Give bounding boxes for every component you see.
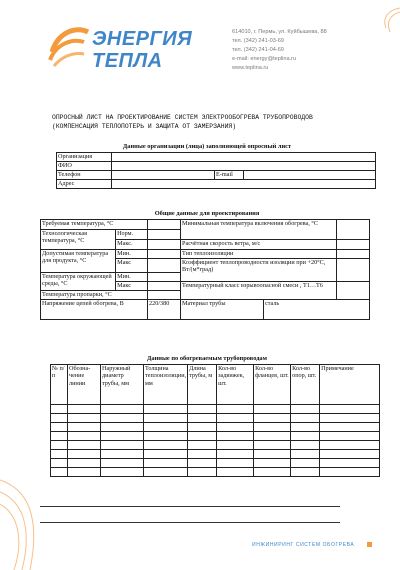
table-cell[interactable] — [291, 468, 320, 477]
org-label-fio: ФИО — [57, 162, 112, 171]
table-cell[interactable] — [217, 450, 254, 459]
table-cell[interactable] — [320, 468, 380, 477]
org-value-cell[interactable] — [112, 162, 376, 171]
value-cell[interactable] — [148, 273, 181, 282]
label-voltage: Напряжение цепей обогрева, В — [41, 300, 148, 320]
col-header: Толщина теплоизоляции, мм — [144, 365, 188, 405]
table-cell[interactable] — [254, 468, 291, 477]
col-header: Обозна-чение линии — [68, 365, 101, 405]
col-header: Кол-во задвижек, шт. — [217, 365, 254, 405]
table-cell[interactable] — [144, 468, 188, 477]
value-cell[interactable] — [337, 259, 370, 282]
table-row — [51, 459, 380, 468]
label-min-switch-temp: Минимальная температура включения обогрева, °С — [181, 220, 337, 240]
label-purge-temp: Температура пропарки, °С — [41, 291, 148, 300]
table-cell[interactable] — [217, 423, 254, 432]
table-cell[interactable] — [291, 405, 320, 414]
table-cell[interactable] — [144, 459, 188, 468]
value-cell[interactable] — [148, 282, 181, 291]
table-cell[interactable] — [291, 450, 320, 459]
table-cell[interactable] — [144, 441, 188, 450]
table-cell[interactable] — [217, 432, 254, 441]
brand-name-line2: ТЕПЛА — [92, 50, 163, 72]
label-allowed-temp: Допустимая температура для продукта, °С — [41, 250, 116, 273]
org-value-cell[interactable] — [112, 171, 215, 180]
label-min: Мин. — [116, 250, 148, 259]
table-cell[interactable] — [254, 441, 291, 450]
pipes-table — [50, 364, 380, 477]
label-insulation-type: Тип теплоизоляции — [181, 250, 337, 259]
table-cell[interactable] — [188, 423, 217, 432]
label-norm: Норм. — [116, 230, 148, 240]
table-cell[interactable] — [254, 414, 291, 423]
col-header: Примечание — [320, 365, 380, 405]
value-cell[interactable] — [148, 230, 181, 240]
table-cell[interactable] — [144, 405, 188, 414]
org-label-organization: Организация — [57, 153, 112, 162]
org-value-cell[interactable] — [112, 153, 376, 162]
value-cell[interactable] — [148, 259, 181, 273]
label-tech-temp: Технологическая температура, °С — [41, 230, 116, 250]
contact-line: 614010, г. Пермь, ул. Куйбышева, 88 — [232, 29, 327, 35]
table-cell[interactable] — [188, 405, 217, 414]
table-cell[interactable] — [144, 423, 188, 432]
table-cell[interactable] — [51, 414, 68, 423]
value-cell[interactable] — [337, 240, 370, 250]
table-row — [51, 414, 380, 423]
col-header: Кол-во опор, шт. — [291, 365, 320, 405]
contact-line: e-mail: energy@teplina.ru — [232, 56, 297, 62]
table-cell[interactable] — [68, 468, 101, 477]
table-cell[interactable] — [188, 468, 217, 477]
table-cell[interactable] — [68, 450, 101, 459]
table-cell[interactable] — [320, 432, 380, 441]
table-cell[interactable] — [188, 441, 217, 450]
value-cell[interactable] — [148, 220, 181, 230]
table-cell[interactable] — [101, 405, 144, 414]
table-cell[interactable] — [101, 414, 144, 423]
org-value-cell[interactable] — [112, 180, 376, 189]
value-cell[interactable] — [337, 220, 370, 240]
table-cell[interactable] — [291, 441, 320, 450]
contact-line: тел. (342) 241-04-69 — [232, 47, 284, 53]
table-cell[interactable] — [144, 414, 188, 423]
footer-square-icon — [367, 542, 372, 547]
value-cell[interactable] — [337, 250, 370, 259]
table-cell[interactable] — [217, 459, 254, 468]
table-cell[interactable] — [291, 432, 320, 441]
org-table — [56, 152, 376, 189]
pipes-header-row — [51, 365, 380, 405]
document-title: ОПРОСНЫЙ ЛИСТ НА ПРОЕКТИРОВАНИЕ СИСТЕМ ЭЛЕКТРООБОГРЕВА ТРУБОПРОВОДОВ (КОМПЕНСАЦИЯ ТЕПЛОПОТЕРЬ И ЗАЩИТА ОТ ЗАМЕРЗАНИЯ) — [52, 114, 313, 130]
table-cell[interactable] — [291, 459, 320, 468]
table-cell[interactable] — [51, 423, 68, 432]
general-table — [40, 219, 370, 320]
table-cell[interactable] — [254, 450, 291, 459]
footer-slogan: ИНЖИНИРИНГ СИСТЕМ ОБОГРЕВА — [252, 542, 355, 548]
table-cell[interactable] — [101, 432, 144, 441]
org-label-email: E-mail — [215, 171, 244, 180]
footer-divider — [40, 506, 340, 507]
value-cell[interactable] — [148, 291, 181, 300]
org-value-cell[interactable] — [244, 171, 376, 180]
label-max: Макс — [116, 259, 148, 273]
table-cell[interactable] — [101, 441, 144, 450]
org-label-phone: Телефон — [57, 171, 112, 180]
col-header: Длина трубы, м — [188, 365, 217, 405]
table-cell[interactable] — [144, 432, 188, 441]
label-temp-class: Температурный класс взрывоопасной смеси , Т1…Т6 — [181, 282, 337, 300]
table-row — [51, 450, 380, 459]
table-cell[interactable] — [101, 468, 144, 477]
label-max: Макс. — [116, 240, 148, 250]
col-header: № п/п — [51, 365, 68, 405]
label-min: Мин. — [116, 273, 148, 282]
table-cell[interactable] — [320, 423, 380, 432]
table-row — [51, 423, 380, 432]
value-cell[interactable] — [148, 240, 181, 250]
table-cell[interactable] — [68, 405, 101, 414]
brand-name-line1: ЭНЕРГИЯ — [92, 28, 193, 50]
table-cell[interactable] — [144, 450, 188, 459]
footer-divider — [40, 522, 340, 523]
label-max: Макс — [116, 282, 148, 291]
table-cell[interactable] — [254, 405, 291, 414]
table-row — [51, 405, 380, 414]
contact-block — [232, 28, 372, 73]
bottom-swirl-decoration — [0, 440, 60, 570]
table-row — [51, 468, 380, 477]
table-cell[interactable] — [291, 423, 320, 432]
col-header: Кол-во фланцев, шт. — [254, 365, 291, 405]
table-cell[interactable] — [68, 432, 101, 441]
table-cell[interactable] — [68, 423, 101, 432]
pipes-section-heading: Данные по обогреваемым трубопроводам — [146, 355, 267, 362]
table-cell[interactable] — [68, 459, 101, 468]
value-voltage[interactable]: 220/380 — [148, 300, 181, 320]
table-cell[interactable] — [101, 423, 144, 432]
table-cell[interactable] — [68, 414, 101, 423]
table-cell[interactable] — [320, 414, 380, 423]
org-label-address: Адрес — [57, 180, 112, 189]
contact-line: тел. (342) 241-03-69 — [232, 38, 284, 44]
table-cell[interactable] — [101, 459, 144, 468]
label-pipe-material: Материал трубы — [181, 300, 264, 320]
value-cell[interactable] — [148, 250, 181, 259]
table-cell[interactable] — [320, 459, 380, 468]
table-cell[interactable] — [291, 414, 320, 423]
table-cell[interactable] — [101, 450, 144, 459]
table-row — [51, 441, 380, 450]
table-cell[interactable] — [188, 432, 217, 441]
table-row — [51, 432, 380, 441]
value-cell[interactable] — [337, 282, 370, 300]
table-cell[interactable] — [188, 450, 217, 459]
table-cell[interactable] — [254, 423, 291, 432]
value-pipe-material[interactable]: сталь — [264, 300, 370, 320]
label-req-temp: Требуемая температура, °С — [41, 220, 148, 230]
table-cell[interactable] — [217, 405, 254, 414]
label-wind-speed: Расчётная скорость ветра, м/с — [181, 240, 337, 250]
label-thermal-coefficient: Коэффициент теплопроводности изоляции при +20°С, Вт/(м*град) — [181, 259, 337, 282]
label-ambient-temp: Температура окружающей среды, °С — [41, 273, 116, 291]
col-header: Наружный диаметр трубы, мм — [101, 365, 144, 405]
table-cell[interactable] — [217, 468, 254, 477]
general-section-heading: Общие данные для проектирования — [154, 210, 260, 217]
table-cell[interactable] — [217, 441, 254, 450]
table-cell[interactable] — [217, 414, 254, 423]
table-cell[interactable] — [320, 405, 380, 414]
org-section-heading: Данные организации (лица) заполняющей опросный лист — [122, 143, 292, 150]
table-cell[interactable] — [320, 441, 380, 450]
table-cell[interactable] — [188, 459, 217, 468]
contact-line: www.teplina.ru — [232, 65, 269, 71]
table-cell[interactable] — [51, 405, 68, 414]
table-cell[interactable] — [68, 441, 101, 450]
table-cell[interactable] — [320, 450, 380, 459]
table-cell[interactable] — [188, 414, 217, 423]
table-cell[interactable] — [254, 432, 291, 441]
table-cell[interactable] — [254, 459, 291, 468]
